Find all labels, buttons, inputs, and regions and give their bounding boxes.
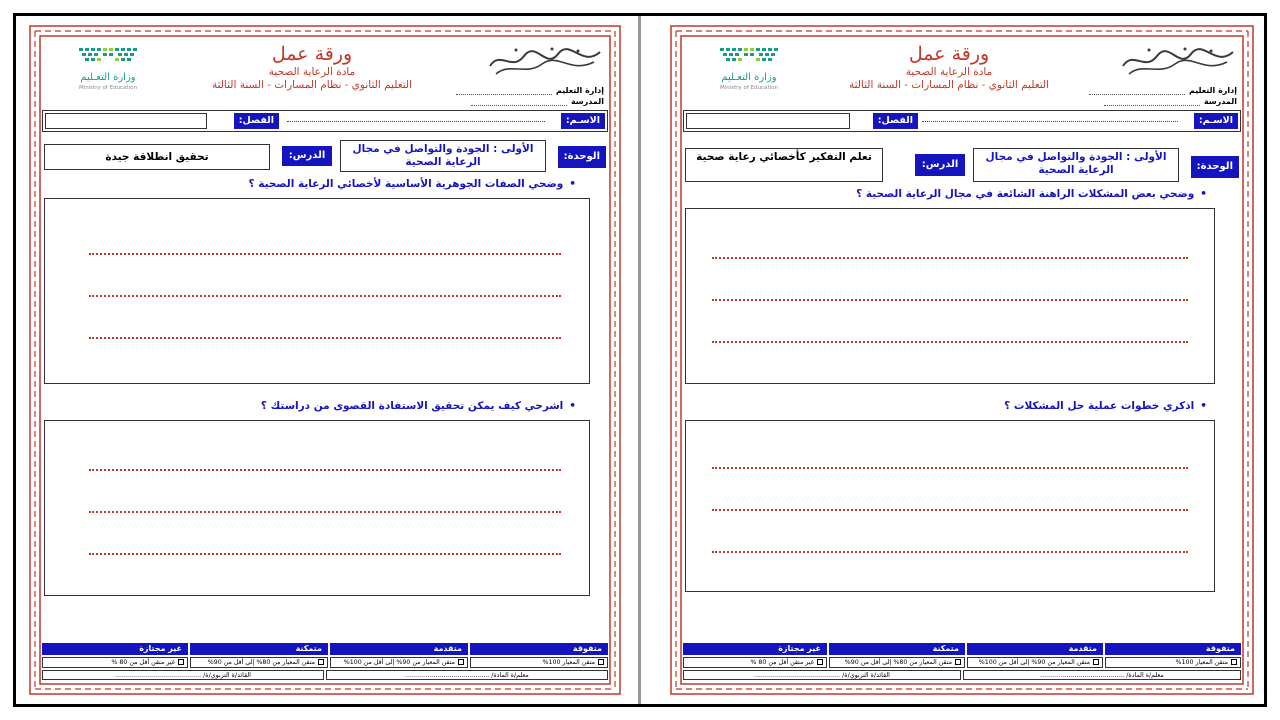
page-title: ورقة عمل <box>271 43 353 65</box>
title-block <box>192 42 432 92</box>
ministry-name: وزارة التعـليم <box>80 72 136 83</box>
unit-label: الوحدة: <box>1191 156 1239 178</box>
rubric-level-3: متمكنة <box>829 643 965 655</box>
saudi-kingdom-logo-icon <box>486 44 604 78</box>
rubric-level-4: غير مجتازة <box>683 643 827 655</box>
rubric-table <box>42 643 608 683</box>
track-name: التعليم الثانوي - نظام المسارات - السنة الثالثة <box>211 79 413 91</box>
unit-row <box>683 148 1241 182</box>
checkbox-icon[interactable] <box>178 659 184 665</box>
rubric-criterion-2[interactable]: متقن المعيار من 90% إلى أقل من 100% <box>330 657 468 668</box>
rubric-criterion-2[interactable]: متقن المعيار من 90% إلى أقل من 100% <box>967 657 1103 668</box>
track-name: التعليم الثانوي - نظام المسارات - السنة الثالثة <box>848 79 1050 91</box>
ministry-dots-icon <box>714 46 784 62</box>
checkbox-icon[interactable] <box>318 659 324 665</box>
rubric-table <box>683 643 1241 683</box>
name-input[interactable] <box>287 121 545 122</box>
ministry-name: وزارة التعـليم <box>721 72 777 83</box>
rubric-criterion-1[interactable]: متقن المعيار 100% <box>470 657 608 668</box>
class-input[interactable] <box>45 113 207 129</box>
checkbox-icon[interactable] <box>1231 659 1237 665</box>
class-label: الفصل: <box>234 113 279 129</box>
lesson-label: الدرس: <box>282 146 332 166</box>
sheet-divider <box>638 16 641 704</box>
answer-line <box>89 553 561 555</box>
checkbox-icon[interactable] <box>598 659 604 665</box>
rubric-level-2: متقدمة <box>330 643 468 655</box>
answer-box-2[interactable] <box>44 420 590 596</box>
rubric-level-1: متفوقة <box>1105 643 1241 655</box>
answer-line <box>89 337 561 339</box>
lesson-label: الدرس: <box>915 154 965 176</box>
name-row <box>42 110 608 132</box>
answer-box-2[interactable] <box>685 420 1215 592</box>
answer-box-1[interactable] <box>685 208 1215 384</box>
class-label: الفصل: <box>873 113 918 129</box>
rubric-level-2: متقدمة <box>967 643 1103 655</box>
rubric-criterion-4[interactable]: غير متقن أقل من 80 % <box>683 657 827 668</box>
question-1: •وضحي الصفات الجوهرية الأساسية لأخصائي الرعاية الصحية ؟ <box>248 178 576 190</box>
checkbox-icon[interactable] <box>1093 659 1099 665</box>
leader-signature[interactable]: القائد/ة التربوي/ة/ ........................................... <box>42 670 324 680</box>
checkbox-icon[interactable] <box>458 659 464 665</box>
rubric-criterion-4[interactable]: غير متقن أقل من 80 % <box>42 657 188 668</box>
answer-line <box>712 299 1188 301</box>
unit-row <box>42 140 608 172</box>
unit-value: الأولى : الجودة والتواصل في مجال الرعاية الصحية <box>973 148 1179 182</box>
title-block <box>829 42 1069 92</box>
teacher-signature[interactable]: معلم/ة المادة/ .......................................... <box>963 670 1241 680</box>
checkbox-icon[interactable] <box>817 659 823 665</box>
answer-line <box>712 467 1188 469</box>
answer-line <box>89 295 561 297</box>
ministry-dots-icon <box>73 46 143 62</box>
answer-line <box>89 511 561 513</box>
answer-line <box>89 469 561 471</box>
answer-line <box>712 551 1188 553</box>
ministry-logo <box>48 46 168 104</box>
answer-line <box>712 257 1188 259</box>
page-title: ورقة عمل <box>908 43 990 65</box>
answer-box-1[interactable] <box>44 198 590 384</box>
subject-name: مادة الرعاية الصحية <box>905 66 993 78</box>
rubric-level-4: غير مجتازة <box>42 643 188 655</box>
leader-signature[interactable]: القائد/ة التربوي/ة/ ........................................... <box>683 670 961 680</box>
school-field[interactable]: المدرسة <box>1104 97 1237 106</box>
unit-value: الأولى : الجودة والتواصل في مجال الرعاية الصحية <box>340 140 546 172</box>
ministry-name-en: Ministry of Education <box>719 85 778 91</box>
unit-label: الوحدة: <box>558 146 606 168</box>
question-2: •اشرحي كيف يمكن تحقيق الاستفادة القصوى من دراستك ؟ <box>260 400 576 412</box>
rubric-criterion-3[interactable]: متقن المعيار من 80% إلى أقل من 90% <box>190 657 328 668</box>
sheet-header <box>683 42 1241 104</box>
name-label: الاسـم: <box>561 113 605 129</box>
school-field[interactable]: المدرسة <box>471 97 604 106</box>
education-admin-field[interactable]: إدارة التعليم <box>456 86 604 95</box>
answer-line <box>712 341 1188 343</box>
answer-line <box>89 253 561 255</box>
answer-line <box>712 509 1188 511</box>
rubric-criterion-3[interactable]: متقن المعيار من 80% إلى أقل من 90% <box>829 657 965 668</box>
sheet-header <box>42 42 608 104</box>
rubric-level-3: متمكنة <box>190 643 328 655</box>
rubric-criterion-1[interactable]: متقن المعيار 100% <box>1105 657 1241 668</box>
checkbox-icon[interactable] <box>955 659 961 665</box>
worksheet-left <box>28 24 622 696</box>
saudi-kingdom-logo-icon <box>1119 44 1237 78</box>
education-admin-field[interactable]: إدارة التعليم <box>1089 86 1237 95</box>
question-2: •اذكري خطوات عملية حل المشكلات ؟ <box>1004 400 1207 412</box>
ministry-logo <box>689 46 809 104</box>
teacher-signature[interactable]: معلم/ة المادة/ .......................................... <box>326 670 608 680</box>
name-input[interactable] <box>922 121 1178 122</box>
name-row <box>683 110 1241 132</box>
lesson-value: تحقيق انطلاقة جيدة <box>44 144 270 170</box>
lesson-value: تعلم التفكير كأخصائي رعاية صحية <box>685 148 883 182</box>
question-1: •وضحي بعض المشكلات الراهنة الشائعة في مجال الرعاية الصحية ؟ <box>856 188 1207 200</box>
rubric-level-1: متفوقة <box>470 643 608 655</box>
subject-name: مادة الرعاية الصحية <box>268 66 356 78</box>
ministry-name-en: Ministry of Education <box>78 85 137 91</box>
class-input[interactable] <box>686 113 850 129</box>
worksheet-right <box>669 24 1255 696</box>
name-label: الاسـم: <box>1194 113 1238 129</box>
